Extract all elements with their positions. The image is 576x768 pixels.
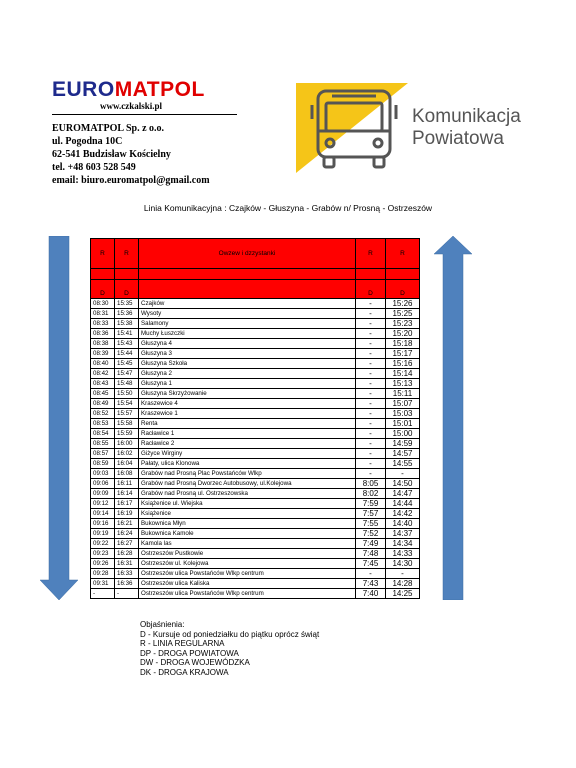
return-time-cell: 7:48	[356, 549, 386, 559]
time-cell: 16:27	[115, 539, 139, 549]
legend-item: DP - DROGA POWIATOWA	[140, 648, 239, 658]
company-street: ul. Pogodna 10C	[52, 136, 123, 147]
time-cell: 15:44	[115, 349, 139, 359]
stop-name-cell: Książenice ul. Wiejska	[139, 499, 356, 509]
return-time-cell: -	[356, 349, 386, 359]
time-cell: 16:14	[115, 489, 139, 499]
time-cell: 16:02	[115, 449, 139, 459]
return-time-cell: 14:34	[386, 539, 420, 549]
return-time-cell: 15:00	[386, 429, 420, 439]
return-time-cell: -	[356, 419, 386, 429]
table-row	[91, 529, 420, 539]
time-cell: 15:38	[115, 319, 139, 329]
return-time-cell: 15:07	[386, 399, 420, 409]
stop-name-cell: Ostrzeszów ulica Powstańców Wlkp centrum	[139, 569, 356, 579]
bus-icon	[296, 83, 408, 173]
header-d-3: D	[356, 280, 386, 299]
return-time-cell: 14:47	[386, 489, 420, 499]
time-cell: 16:33	[115, 569, 139, 579]
table-row	[91, 499, 420, 509]
time-cell: 08:38	[91, 339, 115, 349]
return-time-cell: 14:50	[386, 479, 420, 489]
return-time-cell: 15:11	[386, 389, 420, 399]
time-cell: 08:49	[91, 399, 115, 409]
header-d-2: D	[115, 280, 139, 299]
table-row	[91, 579, 420, 589]
return-time-cell: 14:40	[386, 519, 420, 529]
return-time-cell: -	[356, 399, 386, 409]
time-cell: 08:33	[91, 319, 115, 329]
stop-name-cell: Salamony	[139, 319, 356, 329]
time-cell: 08:43	[91, 379, 115, 389]
stop-name-cell: Głuszyna 1	[139, 379, 356, 389]
return-time-cell: 14:28	[386, 579, 420, 589]
return-time-cell: -	[356, 429, 386, 439]
stop-name-cell: Pałaty, ulica Klonowa	[139, 459, 356, 469]
return-time-cell: 7:57	[356, 509, 386, 519]
stop-name-cell: Głuszyna 4	[139, 339, 356, 349]
time-cell: 08:39	[91, 349, 115, 359]
time-cell: 16:11	[115, 479, 139, 489]
table-row	[91, 349, 420, 359]
time-cell: 09:03	[91, 469, 115, 479]
komunikacja-powiatowa-logo	[412, 106, 521, 150]
stop-name-cell: Racławice 2	[139, 439, 356, 449]
time-cell: 08:54	[91, 429, 115, 439]
return-time-cell: 15:26	[386, 299, 420, 309]
return-time-cell: -	[356, 449, 386, 459]
table-row	[91, 339, 420, 349]
stop-name-cell: Ostrzeszów ul. Kolejowa	[139, 559, 356, 569]
return-time-cell: 14:57	[386, 449, 420, 459]
logo-part-matpol: MATPOL	[114, 78, 205, 101]
return-time-cell: -	[356, 459, 386, 469]
legend-item: R - LINIA REGULARNA	[140, 639, 225, 648]
time-cell: 09:16	[91, 519, 115, 529]
time-cell: 15:36	[115, 309, 139, 319]
table-row	[91, 369, 420, 379]
legend-item: D - Kursuje od poniedziałku do piątku oprócz świąt	[140, 629, 320, 639]
time-cell: 15:41	[115, 329, 139, 339]
time-cell: 15:47	[115, 369, 139, 379]
time-cell: 15:43	[115, 339, 139, 349]
timetable	[90, 238, 420, 599]
return-time-cell: -	[356, 339, 386, 349]
company-website: www.czkalski.pl	[100, 101, 163, 111]
header-d-4: D	[386, 280, 420, 299]
header-row-r	[91, 239, 420, 269]
company-phone: tel. +48 603 528 549	[52, 162, 136, 173]
return-time-cell: 14:59	[386, 439, 420, 449]
time-cell: 09:31	[91, 579, 115, 589]
return-time-cell: -	[386, 569, 420, 579]
header-r-3: R	[356, 239, 386, 269]
return-time-cell: -	[356, 299, 386, 309]
return-time-cell: -	[356, 469, 386, 479]
time-cell: 09:14	[91, 509, 115, 519]
logo-divider	[52, 114, 237, 115]
table-row	[91, 319, 420, 329]
stop-name-cell: Głuszyna Skrzyżowanie	[139, 389, 356, 399]
time-cell: 16:04	[115, 459, 139, 469]
time-cell: 15:54	[115, 399, 139, 409]
return-time-cell: 15:03	[386, 409, 420, 419]
legend-item: DK - DROGA KRAJOWA	[140, 667, 229, 677]
header-row-blank	[91, 269, 420, 280]
time-cell: -	[91, 589, 115, 599]
return-time-cell: 15:16	[386, 359, 420, 369]
time-cell: 08:40	[91, 359, 115, 369]
return-time-cell: 15:13	[386, 379, 420, 389]
stop-name-cell: Grabów nad Prosną Dworzec Autobusowy, ul.Kolejowa	[139, 479, 356, 489]
table-row	[91, 309, 420, 319]
stop-name-cell: Głuszyna 2	[139, 369, 356, 379]
table-row	[91, 459, 420, 469]
stop-name-cell: Kamola las	[139, 539, 356, 549]
stop-name-cell: Muchy Łuszczki	[139, 329, 356, 339]
return-time-cell: 7:40	[356, 589, 386, 599]
time-cell: 16:36	[115, 579, 139, 589]
legend-title: Objaśnienia:	[140, 620, 185, 629]
time-cell: 09:06	[91, 479, 115, 489]
header-r-2: R	[115, 239, 139, 269]
logo-part-euro: EURO	[52, 78, 115, 101]
return-time-cell: 14:37	[386, 529, 420, 539]
time-cell: 08:45	[91, 389, 115, 399]
header-r-4: R	[386, 239, 420, 269]
table-row	[91, 429, 420, 439]
return-time-cell: -	[356, 379, 386, 389]
return-time-cell: 15:17	[386, 349, 420, 359]
table-row	[91, 559, 420, 569]
return-time-cell: 7:49	[356, 539, 386, 549]
time-cell: 08:57	[91, 449, 115, 459]
return-time-cell: 14:25	[386, 589, 420, 599]
time-cell: 16:17	[115, 499, 139, 509]
brand-line2: Powiatowa	[412, 128, 504, 149]
stop-name-cell: Ostrzeszów Pustkowie	[139, 549, 356, 559]
line-title: Linia Komunikacyjna : Czajków - Głuszyna - Grabów n/ Prosną - Ostrzeszów	[143, 203, 433, 213]
time-cell: 08:42	[91, 369, 115, 379]
stop-name-cell: Grabów nad Prosną Plac Powstańców Wlkp	[139, 469, 356, 479]
return-time-cell: 7:43	[356, 579, 386, 589]
return-time-cell: 14:42	[386, 509, 420, 519]
time-cell: 16:19	[115, 509, 139, 519]
return-time-cell: 14:30	[386, 559, 420, 569]
table-row	[91, 389, 420, 399]
table-row	[91, 419, 420, 429]
stop-name-cell: Racławice 1	[139, 429, 356, 439]
return-time-cell: 14:55	[386, 459, 420, 469]
company-email: email: biuro.euromatpol@gmail.com	[52, 175, 210, 186]
legend	[140, 620, 319, 677]
time-cell: 08:59	[91, 459, 115, 469]
return-time-cell: -	[356, 409, 386, 419]
company-name: EUROMATPOL Sp. z o.o.	[52, 123, 165, 134]
return-time-cell: -	[386, 469, 420, 479]
return-time-cell: 7:59	[356, 499, 386, 509]
table-row	[91, 509, 420, 519]
table-row	[91, 329, 420, 339]
return-time-cell: -	[356, 389, 386, 399]
time-cell: 16:21	[115, 519, 139, 529]
header-row-d	[91, 280, 420, 299]
return-time-cell: 15:18	[386, 339, 420, 349]
table-row	[91, 549, 420, 559]
return-time-cell: 15:25	[386, 309, 420, 319]
company-city: 62-541 Budzisław Kościelny	[52, 149, 171, 160]
stop-name-cell: Bukownica Młyn	[139, 519, 356, 529]
table-row	[91, 299, 420, 309]
table-row	[91, 399, 420, 409]
stop-name-cell: Grabów nad Prosną ul. Ostrzeszowska	[139, 489, 356, 499]
header-d-1: D	[91, 280, 115, 299]
time-cell: 09:28	[91, 569, 115, 579]
stop-name-cell: Ostrzeszów ulica Powstańców Wlkp centrum	[139, 589, 356, 599]
time-cell: 08:55	[91, 439, 115, 449]
time-cell: -	[115, 589, 139, 599]
table-row	[91, 449, 420, 459]
time-cell: 08:30	[91, 299, 115, 309]
return-time-cell: 14:33	[386, 549, 420, 559]
time-cell: 08:53	[91, 419, 115, 429]
table-row	[91, 569, 420, 579]
return-time-cell: -	[356, 359, 386, 369]
time-cell: 08:52	[91, 409, 115, 419]
return-time-cell: 15:20	[386, 329, 420, 339]
time-cell: 16:08	[115, 469, 139, 479]
time-cell: 09:22	[91, 539, 115, 549]
time-cell: 09:12	[91, 499, 115, 509]
time-cell: 15:45	[115, 359, 139, 369]
return-time-cell: 15:14	[386, 369, 420, 379]
table-row	[91, 359, 420, 369]
return-time-cell: 7:45	[356, 559, 386, 569]
return-time-cell: 7:52	[356, 529, 386, 539]
return-time-cell: -	[356, 319, 386, 329]
time-cell: 15:48	[115, 379, 139, 389]
return-time-cell: 15:01	[386, 419, 420, 429]
timetable-body	[91, 299, 420, 599]
table-row	[91, 479, 420, 489]
legend-item: DW - DROGA WOJEWÓDZKA	[140, 658, 250, 667]
time-cell: 09:09	[91, 489, 115, 499]
time-cell: 15:35	[115, 299, 139, 309]
time-cell: 08:36	[91, 329, 115, 339]
table-row	[91, 469, 420, 479]
up-arrow-icon	[434, 236, 472, 600]
time-cell: 16:24	[115, 529, 139, 539]
return-time-cell: -	[356, 369, 386, 379]
return-time-cell: -	[356, 309, 386, 319]
stop-name-cell: Bukownica Kamole	[139, 529, 356, 539]
stop-name-cell: Kraszewice 4	[139, 399, 356, 409]
stop-name-cell: Wysoty	[139, 309, 356, 319]
stop-name-cell: Głuszyna Szkoła	[139, 359, 356, 369]
return-time-cell: -	[356, 569, 386, 579]
brand-line1: Komunikacja	[412, 106, 521, 127]
table-row	[91, 439, 420, 449]
return-time-cell: -	[356, 329, 386, 339]
stop-name-cell: Renta	[139, 419, 356, 429]
time-cell: 16:31	[115, 559, 139, 569]
table-row	[91, 409, 420, 419]
time-cell: 09:23	[91, 549, 115, 559]
table-row	[91, 589, 420, 599]
time-cell: 15:50	[115, 389, 139, 399]
table-row	[91, 379, 420, 389]
stop-name-cell: Książenice	[139, 509, 356, 519]
table-row	[91, 489, 420, 499]
time-cell: 15:59	[115, 429, 139, 439]
time-cell: 15:58	[115, 419, 139, 429]
time-cell: 09:26	[91, 559, 115, 569]
down-arrow-icon	[40, 236, 78, 600]
time-cell: 15:57	[115, 409, 139, 419]
time-cell: 16:00	[115, 439, 139, 449]
return-time-cell: 14:44	[386, 499, 420, 509]
stop-name-cell: Kraszewice 1	[139, 409, 356, 419]
return-time-cell: 8:02	[356, 489, 386, 499]
time-cell: 16:28	[115, 549, 139, 559]
return-time-cell: 8:05	[356, 479, 386, 489]
return-time-cell: 15:23	[386, 319, 420, 329]
stop-name-cell: Giżyce Wirginy	[139, 449, 356, 459]
table-row	[91, 539, 420, 549]
time-cell: 08:31	[91, 309, 115, 319]
header-r-1: R	[91, 239, 115, 269]
header-stops: Owzew i dzzystanki	[139, 239, 356, 269]
stop-name-cell: Czajków	[139, 299, 356, 309]
euromatpol-logo	[52, 78, 205, 102]
return-time-cell: 7:55	[356, 519, 386, 529]
stop-name-cell: Ostrzeszów ulica Kaliska	[139, 579, 356, 589]
stop-name-cell: Głuszyna 3	[139, 349, 356, 359]
time-cell: 09:19	[91, 529, 115, 539]
return-time-cell: -	[356, 439, 386, 449]
table-row	[91, 519, 420, 529]
